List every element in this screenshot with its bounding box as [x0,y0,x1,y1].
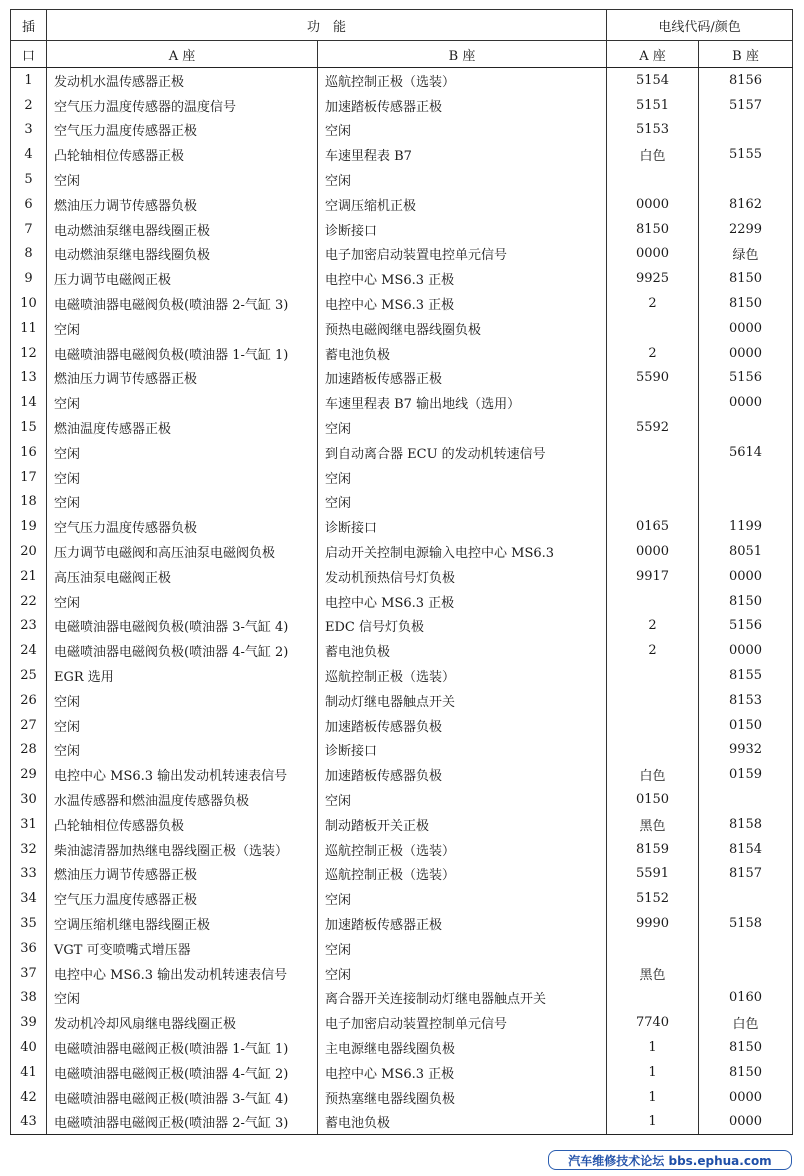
wire-a-cell [607,713,699,738]
wire-a-cell: 白色 [607,142,699,167]
function-b-cell: 车速里程表 B7 输出地线（选用） [318,390,607,415]
pin-number-cell: 38 [11,985,47,1010]
table-row [11,638,793,663]
function-a-cell: 燃油压力调节传感器正极 [47,862,318,887]
table-row [11,614,793,639]
wire-a-cell [607,936,699,961]
wire-b-cell: 5156 [699,366,793,391]
function-a-cell: 空闲 [47,465,318,490]
pin-number-cell: 20 [11,539,47,564]
wire-a-cell: 8150 [607,217,699,242]
pin-number-cell: 34 [11,886,47,911]
wire-b-cell: 8162 [699,192,793,217]
wire-a-cell: 0150 [607,787,699,812]
wire-a-cell [607,440,699,465]
pin-number-cell: 15 [11,415,47,440]
pin-number-cell: 10 [11,291,47,316]
function-a-cell: 空闲 [47,390,318,415]
function-b-cell: 预热电磁阀继电器线圈负极 [318,316,607,341]
wire-a-cell: 2 [607,614,699,639]
pin-number-cell: 30 [11,787,47,812]
header-pin-bottom: 口 [11,41,47,68]
header-pin-top: 插 [11,10,47,41]
wire-a-cell: 1 [607,1060,699,1085]
function-a-cell: 压力调节电磁阀正极 [47,266,318,291]
wire-a-cell: 8159 [607,837,699,862]
table-header [11,10,793,68]
table-row [11,1085,793,1110]
wire-a-cell [607,985,699,1010]
pin-number-cell: 12 [11,341,47,366]
wire-a-cell: 0000 [607,539,699,564]
function-b-cell: 离合器开关连接制动灯继电器触点开关 [318,985,607,1010]
wire-b-cell: 1199 [699,514,793,539]
wire-a-cell: 5591 [607,862,699,887]
table-row [11,911,793,936]
table-row [11,812,793,837]
wire-b-cell: 5157 [699,93,793,118]
function-b-cell: 蓄电池负极 [318,638,607,663]
pin-number-cell: 3 [11,118,47,143]
function-b-cell: 巡航控制正极（选装） [318,663,607,688]
wire-b-cell: 8150 [699,266,793,291]
function-b-cell: 电控中心 MS6.3 正极 [318,266,607,291]
wire-a-cell: 5592 [607,415,699,440]
pin-number-cell: 21 [11,564,47,589]
header-function-a-seat: A 座 [47,41,318,68]
wire-b-cell: 8157 [699,862,793,887]
function-b-cell: 巡航控制正极（选装） [318,862,607,887]
function-b-cell: 空调压缩机正极 [318,192,607,217]
header-wire-b-seat: B 座 [699,41,793,68]
function-b-cell: 加速踏板传感器正极 [318,911,607,936]
wire-a-cell: 0165 [607,514,699,539]
table-row [11,142,793,167]
wire-b-cell [699,415,793,440]
wire-a-cell: 9990 [607,911,699,936]
wire-a-cell: 7740 [607,1010,699,1035]
table-row [11,1109,793,1134]
wire-a-cell [607,663,699,688]
function-b-cell: 加速踏板传感器正极 [318,93,607,118]
table-row [11,564,793,589]
wire-a-cell: 5154 [607,68,699,93]
function-a-cell: 空闲 [47,589,318,614]
wire-a-cell: 9925 [607,266,699,291]
wire-a-cell [607,738,699,763]
wire-a-cell: 2 [607,638,699,663]
wire-b-cell: 5155 [699,142,793,167]
function-b-cell: 制动灯继电器触点开关 [318,688,607,713]
table-row [11,762,793,787]
table-row [11,440,793,465]
header-function-b-seat: B 座 [318,41,607,68]
pin-number-cell: 16 [11,440,47,465]
function-a-cell: 电磁喷油器电磁阀正极(喷油器 1-气缸 1) [47,1035,318,1060]
table-row [11,1010,793,1035]
pin-number-cell: 22 [11,589,47,614]
wire-b-cell: 8150 [699,1060,793,1085]
wire-b-cell: 绿色 [699,242,793,267]
wire-b-cell [699,961,793,986]
table-row [11,961,793,986]
function-a-cell: 燃油压力调节传感器正极 [47,366,318,391]
pin-number-cell: 9 [11,266,47,291]
wire-b-cell: 5156 [699,614,793,639]
wire-b-cell [699,490,793,515]
wire-b-cell: 8153 [699,688,793,713]
function-b-cell: 空闲 [318,118,607,143]
function-a-cell: 电磁喷油器电磁阀正极(喷油器 2-气缸 3) [47,1109,318,1134]
function-a-cell: 燃油压力调节传感器负极 [47,192,318,217]
table-row [11,886,793,911]
wire-a-cell [607,490,699,515]
table-row [11,862,793,887]
function-a-cell: 电动燃油泵继电器线圈负极 [47,242,318,267]
function-a-cell: 空气压力温度传感器正极 [47,886,318,911]
site-watermark: 汽车维修技术论坛 bbs.ephua.com [548,1150,792,1170]
wire-b-cell: 5158 [699,911,793,936]
wire-a-cell [607,167,699,192]
table-row [11,514,793,539]
function-a-cell: 电控中心 MS6.3 输出发动机转速表信号 [47,961,318,986]
table-row [11,465,793,490]
wire-a-cell: 0000 [607,242,699,267]
wire-b-cell: 0000 [699,1109,793,1134]
table-row [11,118,793,143]
pin-number-cell: 40 [11,1035,47,1060]
function-b-cell: 诊断接口 [318,738,607,763]
wire-a-cell: 2 [607,341,699,366]
wire-a-cell: 黑色 [607,812,699,837]
table-row [11,1060,793,1085]
pin-number-cell: 28 [11,738,47,763]
table-row [11,490,793,515]
table-row [11,68,793,93]
function-a-cell: 空气压力温度传感器正极 [47,118,318,143]
pin-number-cell: 8 [11,242,47,267]
pin-number-cell: 19 [11,514,47,539]
function-b-cell: 空闲 [318,490,607,515]
table-row [11,688,793,713]
wire-b-cell [699,787,793,812]
wire-b-cell: 8150 [699,1035,793,1060]
table-row [11,539,793,564]
function-a-cell: 空调压缩机继电器线圈正极 [47,911,318,936]
wire-b-cell [699,936,793,961]
function-a-cell: 空闲 [47,490,318,515]
pin-number-cell: 18 [11,490,47,515]
wire-a-cell: 2 [607,291,699,316]
wire-b-cell: 8155 [699,663,793,688]
pinout-table [10,9,793,1135]
function-a-cell: 空闲 [47,316,318,341]
pin-number-cell: 11 [11,316,47,341]
wire-b-cell: 0000 [699,1085,793,1110]
table-body [11,68,793,1135]
function-b-cell: 车速里程表 B7 [318,142,607,167]
wire-b-cell: 0160 [699,985,793,1010]
function-b-cell: 空闲 [318,961,607,986]
function-a-cell: 空闲 [47,738,318,763]
table-row [11,167,793,192]
pin-number-cell: 1 [11,68,47,93]
wire-b-cell: 8150 [699,291,793,316]
pin-number-cell: 14 [11,390,47,415]
wire-b-cell: 8051 [699,539,793,564]
pin-number-cell: 5 [11,167,47,192]
function-b-cell: 加速踏板传感器正极 [318,366,607,391]
wire-b-cell [699,118,793,143]
header-wire-code: 电线代码/颜色 [607,10,793,41]
function-a-cell: 电动燃油泵继电器线圈正极 [47,217,318,242]
pin-number-cell: 6 [11,192,47,217]
function-a-cell: 电磁喷油器电磁阀负极(喷油器 3-气缸 4) [47,614,318,639]
pin-number-cell: 4 [11,142,47,167]
wire-a-cell: 白色 [607,762,699,787]
function-a-cell: 压力调节电磁阀和高压油泵电磁阀负极 [47,539,318,564]
wire-b-cell: 2299 [699,217,793,242]
function-a-cell: 柴油滤清器加热继电器线圈正极（选装） [47,837,318,862]
wire-b-cell: 0000 [699,390,793,415]
pin-number-cell: 24 [11,638,47,663]
table-row [11,787,793,812]
function-b-cell: 诊断接口 [318,514,607,539]
pin-number-cell: 37 [11,961,47,986]
table-row [11,217,793,242]
wire-a-cell: 9917 [607,564,699,589]
function-b-cell: 巡航控制正极（选装） [318,837,607,862]
wire-b-cell [699,167,793,192]
wire-b-cell: 0159 [699,762,793,787]
wire-a-cell: 1 [607,1085,699,1110]
pin-number-cell: 27 [11,713,47,738]
function-a-cell: 电磁喷油器电磁阀负极(喷油器 4-气缸 2) [47,638,318,663]
table-row [11,316,793,341]
wire-a-cell [607,316,699,341]
function-a-cell: 电磁喷油器电磁阀负极(喷油器 1-气缸 1) [47,341,318,366]
function-b-cell: 电子加密启动装置控制单元信号 [318,1010,607,1035]
function-a-cell: 空闲 [47,985,318,1010]
pin-number-cell: 7 [11,217,47,242]
function-a-cell: 电控中心 MS6.3 输出发动机转速表信号 [47,762,318,787]
function-a-cell: 空气压力温度传感器的温度信号 [47,93,318,118]
pin-number-cell: 32 [11,837,47,862]
wire-a-cell: 5153 [607,118,699,143]
function-a-cell: 凸轮轴相位传感器正极 [47,142,318,167]
table-row [11,1035,793,1060]
wire-b-cell: 0150 [699,713,793,738]
table-row [11,341,793,366]
function-b-cell: 电控中心 MS6.3 正极 [318,589,607,614]
wire-a-cell [607,688,699,713]
pin-number-cell: 29 [11,762,47,787]
wire-b-cell [699,465,793,490]
pin-number-cell: 17 [11,465,47,490]
function-a-cell: 燃油温度传感器正极 [47,415,318,440]
function-a-cell: 水温传感器和燃油温度传感器负极 [47,787,318,812]
table-row [11,266,793,291]
pin-number-cell: 33 [11,862,47,887]
pin-number-cell: 42 [11,1085,47,1110]
function-a-cell: 空闲 [47,713,318,738]
wire-b-cell: 8150 [699,589,793,614]
wire-a-cell [607,465,699,490]
wire-a-cell: 黑色 [607,961,699,986]
wire-b-cell [699,886,793,911]
wire-a-cell [607,390,699,415]
table-row [11,390,793,415]
function-a-cell: 发动机冷却风扇继电器线圈正极 [47,1010,318,1035]
wire-a-cell: 1 [607,1035,699,1060]
pinout-table-container [10,9,792,1135]
table-row [11,589,793,614]
table-row [11,936,793,961]
function-b-cell: 空闲 [318,936,607,961]
function-b-cell: 蓄电池负极 [318,1109,607,1134]
wire-b-cell: 0000 [699,638,793,663]
pin-number-cell: 41 [11,1060,47,1085]
pin-number-cell: 36 [11,936,47,961]
wire-b-cell: 5614 [699,440,793,465]
pin-number-cell: 26 [11,688,47,713]
function-a-cell: 电磁喷油器电磁阀正极(喷油器 3-气缸 4) [47,1085,318,1110]
function-b-cell: 蓄电池负极 [318,341,607,366]
wire-b-cell: 0000 [699,316,793,341]
table-row [11,242,793,267]
function-a-cell: 空闲 [47,688,318,713]
wire-b-cell: 8154 [699,837,793,862]
function-b-cell: 诊断接口 [318,217,607,242]
function-b-cell: 电子加密启动装置电控单元信号 [318,242,607,267]
wire-a-cell [607,589,699,614]
function-a-cell: 电磁喷油器电磁阀负极(喷油器 2-气缸 3) [47,291,318,316]
table-row [11,837,793,862]
function-a-cell: 空闲 [47,167,318,192]
function-a-cell: VGT 可变喷嘴式增压器 [47,936,318,961]
function-a-cell: 空气压力温度传感器负极 [47,514,318,539]
wire-a-cell: 5152 [607,886,699,911]
function-b-cell: 预热塞继电器线圈负极 [318,1085,607,1110]
function-b-cell: 启动开关控制电源输入电控中心 MS6.3 [318,539,607,564]
wire-b-cell: 8156 [699,68,793,93]
wire-a-cell: 0000 [607,192,699,217]
function-a-cell: 高压油泵电磁阀正极 [47,564,318,589]
table-row [11,985,793,1010]
wire-b-cell: 0000 [699,564,793,589]
function-b-cell: 巡航控制正极（选装） [318,68,607,93]
table-row [11,291,793,316]
pin-number-cell: 25 [11,663,47,688]
pin-number-cell: 35 [11,911,47,936]
wire-a-cell: 1 [607,1109,699,1134]
wire-b-cell: 0000 [699,341,793,366]
pin-number-cell: 23 [11,614,47,639]
function-b-cell: 发动机预热信号灯负极 [318,564,607,589]
table-row [11,738,793,763]
function-b-cell: 主电源继电器线圈负极 [318,1035,607,1060]
function-b-cell: 空闲 [318,167,607,192]
function-a-cell: EGR 选用 [47,663,318,688]
function-b-cell: 加速踏板传感器负极 [318,713,607,738]
table-row [11,93,793,118]
function-b-cell: 空闲 [318,886,607,911]
function-b-cell: 加速踏板传感器负极 [318,762,607,787]
function-b-cell: 空闲 [318,465,607,490]
header-wire-a-seat: A 座 [607,41,699,68]
function-a-cell: 凸轮轴相位传感器负极 [47,812,318,837]
wire-a-cell: 5590 [607,366,699,391]
function-b-cell: 空闲 [318,415,607,440]
table-row [11,415,793,440]
function-a-cell: 电磁喷油器电磁阀正极(喷油器 4-气缸 2) [47,1060,318,1085]
wire-a-cell: 5151 [607,93,699,118]
function-b-cell: 电控中心 MS6.3 正极 [318,291,607,316]
table-row [11,366,793,391]
header-function: 功 能 [47,10,607,41]
table-row [11,713,793,738]
pin-number-cell: 13 [11,366,47,391]
function-a-cell: 空闲 [47,440,318,465]
wire-b-cell: 8158 [699,812,793,837]
function-b-cell: 电控中心 MS6.3 正极 [318,1060,607,1085]
pin-number-cell: 2 [11,93,47,118]
pin-number-cell: 39 [11,1010,47,1035]
function-b-cell: EDC 信号灯负极 [318,614,607,639]
pin-number-cell: 43 [11,1109,47,1134]
function-a-cell: 发动机水温传感器正极 [47,68,318,93]
function-b-cell: 空闲 [318,787,607,812]
wire-b-cell: 9932 [699,738,793,763]
table-row [11,663,793,688]
function-b-cell: 到自动离合器 ECU 的发动机转速信号 [318,440,607,465]
pin-number-cell: 31 [11,812,47,837]
function-b-cell: 制动踏板开关正极 [318,812,607,837]
wire-b-cell: 白色 [699,1010,793,1035]
table-row [11,192,793,217]
